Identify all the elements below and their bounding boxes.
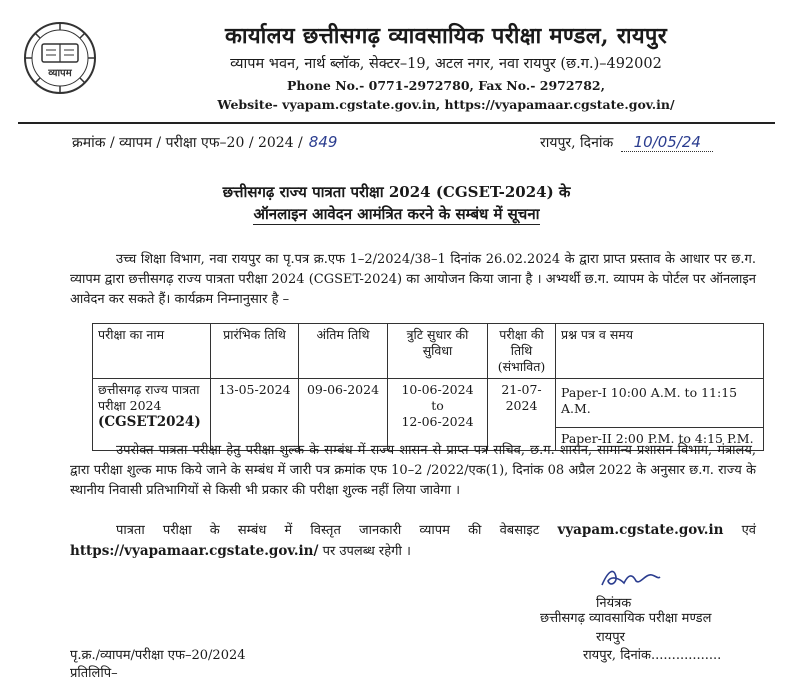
subject-line-2: ऑनलाइन आवेदन आमंत्रित करने के सम्बंध में सूचना (253, 205, 540, 223)
cell-exam-name: छत्तीसगढ़ राज्य पात्रता परीक्षा 2024 (CGSET2024) (93, 379, 211, 451)
office-title: कार्यालय छत्तीसगढ़ व्यावसायिक परीक्षा मण्डल, रायपुर (225, 23, 667, 49)
header-exam-date: परीक्षा की तिथि (संभावित) (488, 324, 556, 379)
office-website: Website- vyapam.cgstate.gov.in, https://vyapamaar.cgstate.gov.in/ (217, 97, 675, 112)
svg-text:व्यापम: व्यापम (48, 68, 72, 79)
paragraph-website: पात्रता परीक्षा के सम्बंध में विस्तृत जानकारी व्यापम की वेबसाइट vyapam.cgstate.gov.in एवं https://vyapamaar.cgstate.gov.in/ पर उपलब्ध रहेगी । (70, 522, 756, 559)
endorsement-date: रायपुर, दिनांक................. (583, 648, 722, 663)
schedule-table (92, 323, 764, 451)
cell-last-date: 09-06-2024 (299, 379, 388, 451)
cell-exam-date: 21-07-2024 (488, 379, 556, 451)
signatory-city: रायपुर (596, 630, 625, 645)
subject-line-1: छत्तीसगढ़ राज्य पात्रता परीक्षा 2024 (CGSET-2024) के (222, 183, 571, 201)
table-header-row (93, 324, 764, 379)
cell-paper-1: Paper-I 10:00 A.M. to 11:15 A.M. (556, 379, 764, 428)
table-row (93, 379, 764, 428)
cell-start-date: 13-05-2024 (211, 379, 299, 451)
paragraph-intro: उच्च शिक्षा विभाग, नवा रायपुर का पृ.पत्र क्र.एफ 1–2/2024/38–1 दिनांक 26.02.2024 के द्वारा प्राप्त प्रस्ताव के आधार पर छ.ग. व्यापम द्वारा छत्तीसगढ़ राज्य पात्रता परीक्षा 2024 (CGSET-2024) का आयोजन किया जाना है । अभ्यर्थी छ.ग. व्यापम के पोर्टल पर ऑनलाइन आवेदन कर सकते हैं। कार्यक्रम निम्नानुसार है – (70, 252, 756, 307)
office-address: व्यापम भवन, नार्थ ब्लॉक, सेक्टर–19, अटल नगर, नवा रायपुर (छ.ग.)–492002 (230, 56, 662, 72)
header-correction: त्रुटि सुधार की सुविधा (388, 324, 488, 379)
header-divider (18, 122, 775, 124)
signatory-organisation: छत्तीसगढ़ व्यावसायिक परीक्षा मण्डल (540, 611, 712, 626)
reference-line (72, 133, 337, 152)
paragraph-fee: उपरोक्त पात्रता परीक्षा हेतु परीक्षा शुल्क के सम्बंध में राज्य शासन से प्राप्त पत्र सचिव, छ.ग. शासन, सामान्य प्रशासन विभाग, मंत्रालय, द्वारा परीक्षा शुल्क माफ किये जाने के सम्बंध में जारी पत्र क्रमांक एफ 10–2 /2022/एक(1), दिनांक 08 अप्रैल 2022 के अनुसार छ.ग. राज्य के स्थानीय निवासी प्रतिभागियों से किसी भी प्रकार की परीक्षा शुल्क नहीं लिया जावेगा । (70, 443, 756, 498)
header-paper-time: प्रश्न पत्र व समय (556, 324, 764, 379)
office-phone: Phone No.- 0771-2972780, Fax No.- 2972782, (287, 78, 605, 93)
cell-paper-2: Paper-II 2:00 P.M. to 4:15 P.M. (556, 428, 764, 451)
signatory-designation: नियंत्रक (596, 596, 632, 611)
website-link-2[interactable]: https://vyapamaar.cgstate.gov.in/ (70, 543, 319, 559)
cell-correction: 10-06-2024 to 12-06-2024 (388, 379, 488, 451)
website-link-1[interactable]: vyapam.cgstate.gov.in (557, 522, 724, 538)
endorsement-number: पृ.क्र./व्यापम/परीक्षा एफ–20/2024 (70, 648, 246, 663)
copy-to-label: प्रतिलिपि– (70, 666, 118, 681)
reference-label: क्रमांक / व्यापम / परीक्षा एफ–20 / 2024 / (72, 135, 303, 151)
issue-place-label: रायपुर, दिनांक (540, 135, 614, 151)
signature-mark (598, 563, 662, 593)
header-start-date: प्रारंभिक तिथि (211, 324, 299, 379)
vyapam-logo (22, 20, 98, 96)
header-exam-name: परीक्षा का नाम (93, 324, 211, 379)
header-last-date: अंतिम तिथि (299, 324, 388, 379)
issue-date: 10/05/24 (621, 133, 713, 152)
reference-number: 849 (308, 133, 338, 151)
issue-date-line (540, 133, 713, 152)
